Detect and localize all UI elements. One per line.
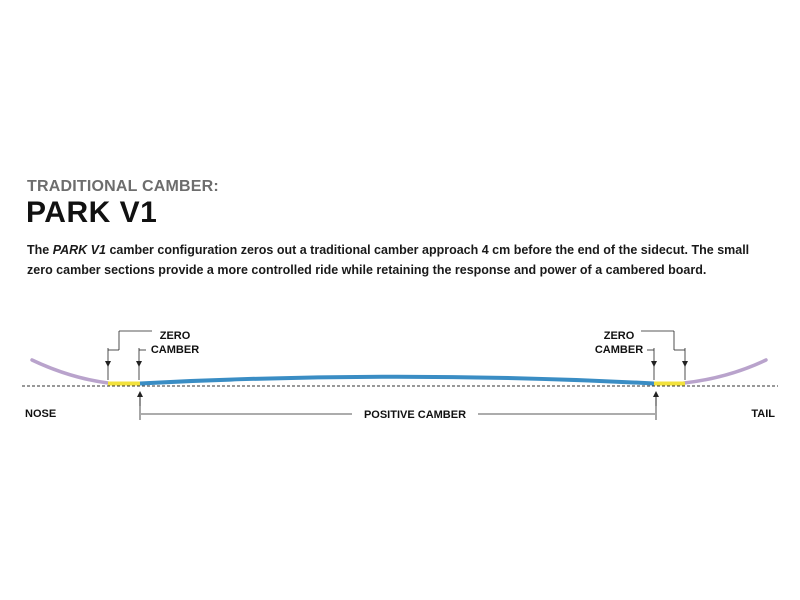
- description-rest: camber configuration zeros out a traditional camber approach 4 cm before the end of the sidecut. The small zero camber sections provide a more controlled ride while retaining the response and power of a cambered board.: [27, 243, 750, 277]
- tail-label: TAIL: [751, 408, 775, 420]
- diagram-kicker: TRADITIONAL CAMBER:: [27, 178, 219, 195]
- positive-camber-label: POSITIVE CAMBER: [363, 409, 467, 421]
- zero-camber-label-left-line1: ZERO: [159, 330, 191, 342]
- zero-camber-label-left-line2: CAMBER: [150, 344, 200, 356]
- nose-label: NOSE: [25, 408, 57, 420]
- nose-tip: [32, 360, 108, 383]
- zero-camber-label-right-line2: CAMBER: [594, 344, 644, 356]
- tail-tip: [684, 360, 766, 383]
- zero-camber-label-right-line1: ZERO: [603, 330, 635, 342]
- diagram-title: PARK V1: [26, 196, 158, 229]
- description-lead: The: [27, 243, 53, 257]
- positive-camber-segment: [140, 377, 654, 384]
- description-model: PARK V1: [52, 243, 106, 257]
